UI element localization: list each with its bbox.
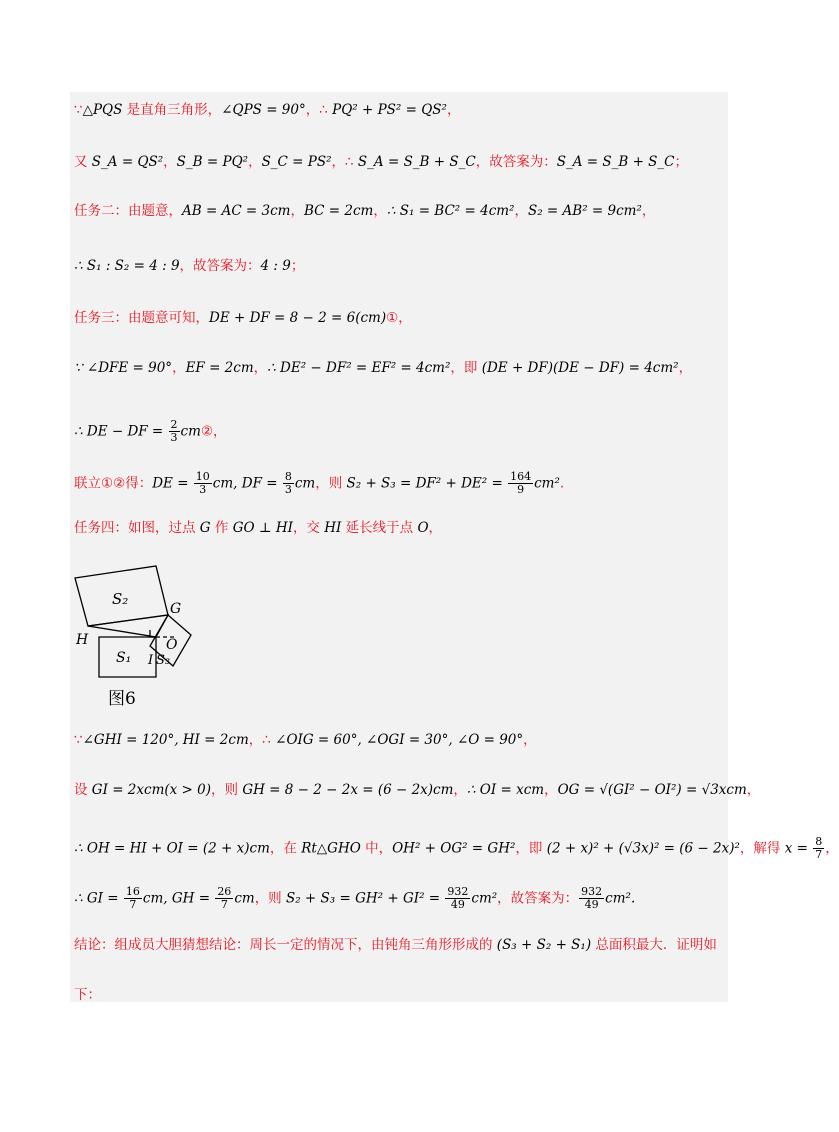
text-run: ，则 (211, 782, 243, 798)
text-run: ， (248, 154, 262, 170)
text-line (74, 100, 460, 120)
text-run: ①， (386, 310, 412, 326)
math-expression: ∠OIG = 60°, ∠OGI = 30°, ∠O = 90° (275, 732, 524, 748)
math-expression: S₂ + S₃ = DF² + DE² = (346, 475, 508, 492)
fraction (215, 886, 233, 911)
math-expression: S_B = PQ² (176, 154, 249, 170)
math-expression: ∵ ∠DFE = 90° (74, 360, 173, 376)
label-o: O (166, 637, 178, 653)
math-expression: DE = (152, 475, 193, 492)
text-run: 是直角三角形， (122, 102, 222, 118)
text-line (74, 730, 537, 750)
math-expression: ∴ OI = xcm (466, 782, 545, 798)
text-line (74, 471, 564, 496)
text-run: ，∴ (248, 732, 276, 748)
text-run: ，交 (292, 520, 325, 536)
text-run: 任务三：由题意可知， (74, 310, 209, 326)
math-expression: cm (180, 423, 201, 440)
math-expression: O (417, 520, 429, 536)
math-expression: PQ² + PS² = QS² (332, 102, 447, 118)
math-expression: ∴ OH = HI + OI = (2 + x)cm (74, 840, 270, 857)
text-line (74, 985, 101, 1005)
text-run: ， (172, 360, 186, 376)
triangle-ghi (88, 615, 168, 637)
label-h: H (76, 632, 89, 648)
math-expression: S₂ = AB² = 9cm² (527, 203, 642, 219)
math-expression: cm, GH = (142, 890, 215, 907)
text-run: 总面积最大．证明如 (591, 937, 717, 953)
fraction-denominator: 3 (170, 431, 178, 444)
math-expression: (2 + x)² + (√3x)² = (6 − 2x)² (546, 840, 740, 857)
fraction-numerator: 8 (284, 470, 292, 483)
fraction-denominator: 3 (284, 483, 292, 496)
fraction-numerator: 16 (125, 885, 140, 898)
math-expression: S₂ + S₃ = GH² + GI² = (285, 890, 445, 907)
label-s2: S₂ (112, 590, 129, 608)
label-s3: S₃ (156, 653, 171, 668)
text-run: 中， (360, 840, 393, 857)
math-expression: cm² (534, 475, 560, 492)
text-run: ，故答案为： (475, 154, 557, 170)
math-expression: AB = AC = 3cm (182, 203, 291, 219)
text-run: ； (674, 154, 689, 170)
math-expression: cm (294, 475, 316, 492)
math-expression: ∴ DE² − DF² = EF² = 4cm² (267, 360, 451, 376)
label-s1: S₁ (116, 650, 132, 666)
text-line (74, 935, 717, 955)
text-line (74, 886, 635, 911)
text-run: ， (446, 102, 461, 118)
text-run: ， (253, 360, 268, 376)
text-run: 延长线于点 (341, 520, 418, 536)
math-expression: S_C = PS² (261, 154, 332, 170)
text-run: ∵ (74, 732, 83, 748)
math-expression: G (199, 520, 211, 536)
math-expression: cm (234, 890, 255, 907)
text-run: 任务二：由题意， (74, 203, 182, 219)
math-expression: ∴ S₁ = BC² = 4cm² (386, 203, 515, 219)
text-line (74, 152, 688, 172)
fraction-numerator: 26 (217, 885, 232, 898)
math-expression: HI (324, 520, 342, 536)
text-line (74, 419, 227, 444)
text-run: 结论：组成员大胆猜想结论：周长一定的情况下，由钝角三角形形成的 (74, 937, 497, 953)
text-line (74, 836, 839, 861)
math-expression: cm² (471, 890, 498, 907)
text-run: ， (453, 782, 467, 798)
text-run: ，即 (515, 840, 547, 857)
math-expression: ∴ S₁ : S₂ = 4 : 9 (74, 258, 180, 274)
math-expression: BC = 2cm (304, 203, 374, 219)
math-expression: S_A = S_B + S_C (357, 154, 476, 170)
fraction-numerator: 10 (195, 470, 210, 483)
text-line (74, 256, 304, 276)
fraction-denominator: 7 (815, 848, 823, 861)
text-run: 设 (74, 782, 92, 798)
text-run: ，解得 (739, 840, 785, 857)
text-run: ， (746, 782, 761, 798)
math-expression: GH = 8 − 2 − 2x = (6 − 2x)cm (242, 782, 454, 798)
text-run: ，即 (450, 360, 482, 376)
text-line (74, 518, 442, 538)
fraction (169, 419, 180, 444)
math-expression: S_A = QS² (91, 154, 164, 170)
math-expression: ∠GHI = 120°, HI = 2cm (82, 732, 249, 748)
label-i: I (148, 653, 154, 668)
text-run: 任务四：如图，过点 (74, 520, 200, 536)
text-run: . (559, 475, 565, 492)
fraction-numerator: 164 (510, 470, 532, 483)
text-run: ②， (200, 423, 227, 440)
text-line (74, 358, 692, 378)
text-run: 联立①②得： (74, 475, 153, 492)
text-run: ，在 (269, 840, 302, 857)
text-run: ，∴ (305, 102, 333, 118)
text-line (74, 308, 412, 328)
math-expression: OG = √(GI² − OI²) = √3xcm (557, 782, 747, 798)
fraction-denominator: 49 (450, 898, 465, 911)
text-run: ， (163, 154, 177, 170)
label-g: G (170, 601, 182, 617)
fraction-denominator: 3 (199, 483, 207, 496)
text-run: ，∴ (331, 154, 358, 170)
math-expression: cm, DF = (212, 475, 282, 492)
math-expression: S_A = S_B + S_C (556, 154, 675, 170)
math-expression: DE + DF = 8 − 2 = 6(cm) (209, 310, 387, 326)
text-run: ， (428, 520, 443, 536)
text-run: ， (514, 203, 528, 219)
fraction (579, 886, 604, 911)
figure-caption: 图6 (108, 689, 136, 709)
text-run: 又 (74, 154, 92, 170)
text-run: ，则 (315, 475, 347, 492)
math-expression: △PQS (82, 102, 123, 118)
text-run: ， (290, 203, 304, 219)
fraction (194, 471, 212, 496)
text-run: ， (641, 203, 656, 219)
fraction-denominator: 49 (584, 898, 599, 911)
math-expression: cm². (605, 890, 636, 907)
fraction-numerator: 2 (170, 418, 178, 431)
text-run: ； (290, 258, 305, 274)
math-expression: GO ⊥ HI (232, 520, 293, 536)
text-run: ，故答案为： (179, 258, 261, 274)
content-panel (70, 92, 728, 1002)
text-run: ， (544, 782, 558, 798)
math-expression: 4 : 9 (260, 258, 291, 274)
text-run: ，故答案为： (497, 890, 579, 907)
fraction-numerator: 932 (581, 885, 603, 898)
text-run: ， (678, 360, 693, 376)
fraction-denominator: 7 (129, 898, 137, 911)
math-expression: ∠QPS = 90° (221, 102, 306, 118)
text-run: ，则 (254, 890, 286, 907)
math-expression: GI = 2xcm(x > 0) (91, 782, 212, 798)
geometry-figure (72, 566, 222, 684)
text-line (74, 201, 655, 221)
fraction (445, 886, 470, 911)
fraction-denominator: 7 (220, 898, 228, 911)
math-expression: ∴ GI = (74, 890, 123, 907)
fraction-denominator: 9 (517, 483, 525, 496)
fraction (508, 471, 533, 496)
fraction (124, 886, 142, 911)
math-expression: (S₃ + S₂ + S₁) (496, 937, 592, 953)
text-run: ， (373, 203, 387, 219)
math-expression: OH² + OG² = GH² (392, 840, 516, 857)
fraction-numerator: 932 (447, 885, 469, 898)
text-run: ， (523, 732, 537, 748)
text-line (74, 780, 760, 800)
math-expression: x = (784, 840, 813, 857)
fraction-numerator: 8 (815, 835, 823, 848)
fraction (813, 836, 824, 861)
text-run: ∵ (74, 102, 83, 118)
math-expression: EF = 2cm (185, 360, 254, 376)
fraction (283, 471, 294, 496)
math-expression: Rt△GHO (301, 840, 361, 857)
text-run: ， (825, 840, 839, 857)
text-run: 作 (210, 520, 233, 536)
text-run: 下： (74, 987, 101, 1003)
math-expression: ∴ DE − DF = (74, 423, 168, 440)
math-expression: (DE + DF)(DE − DF) = 4cm² (481, 360, 679, 376)
